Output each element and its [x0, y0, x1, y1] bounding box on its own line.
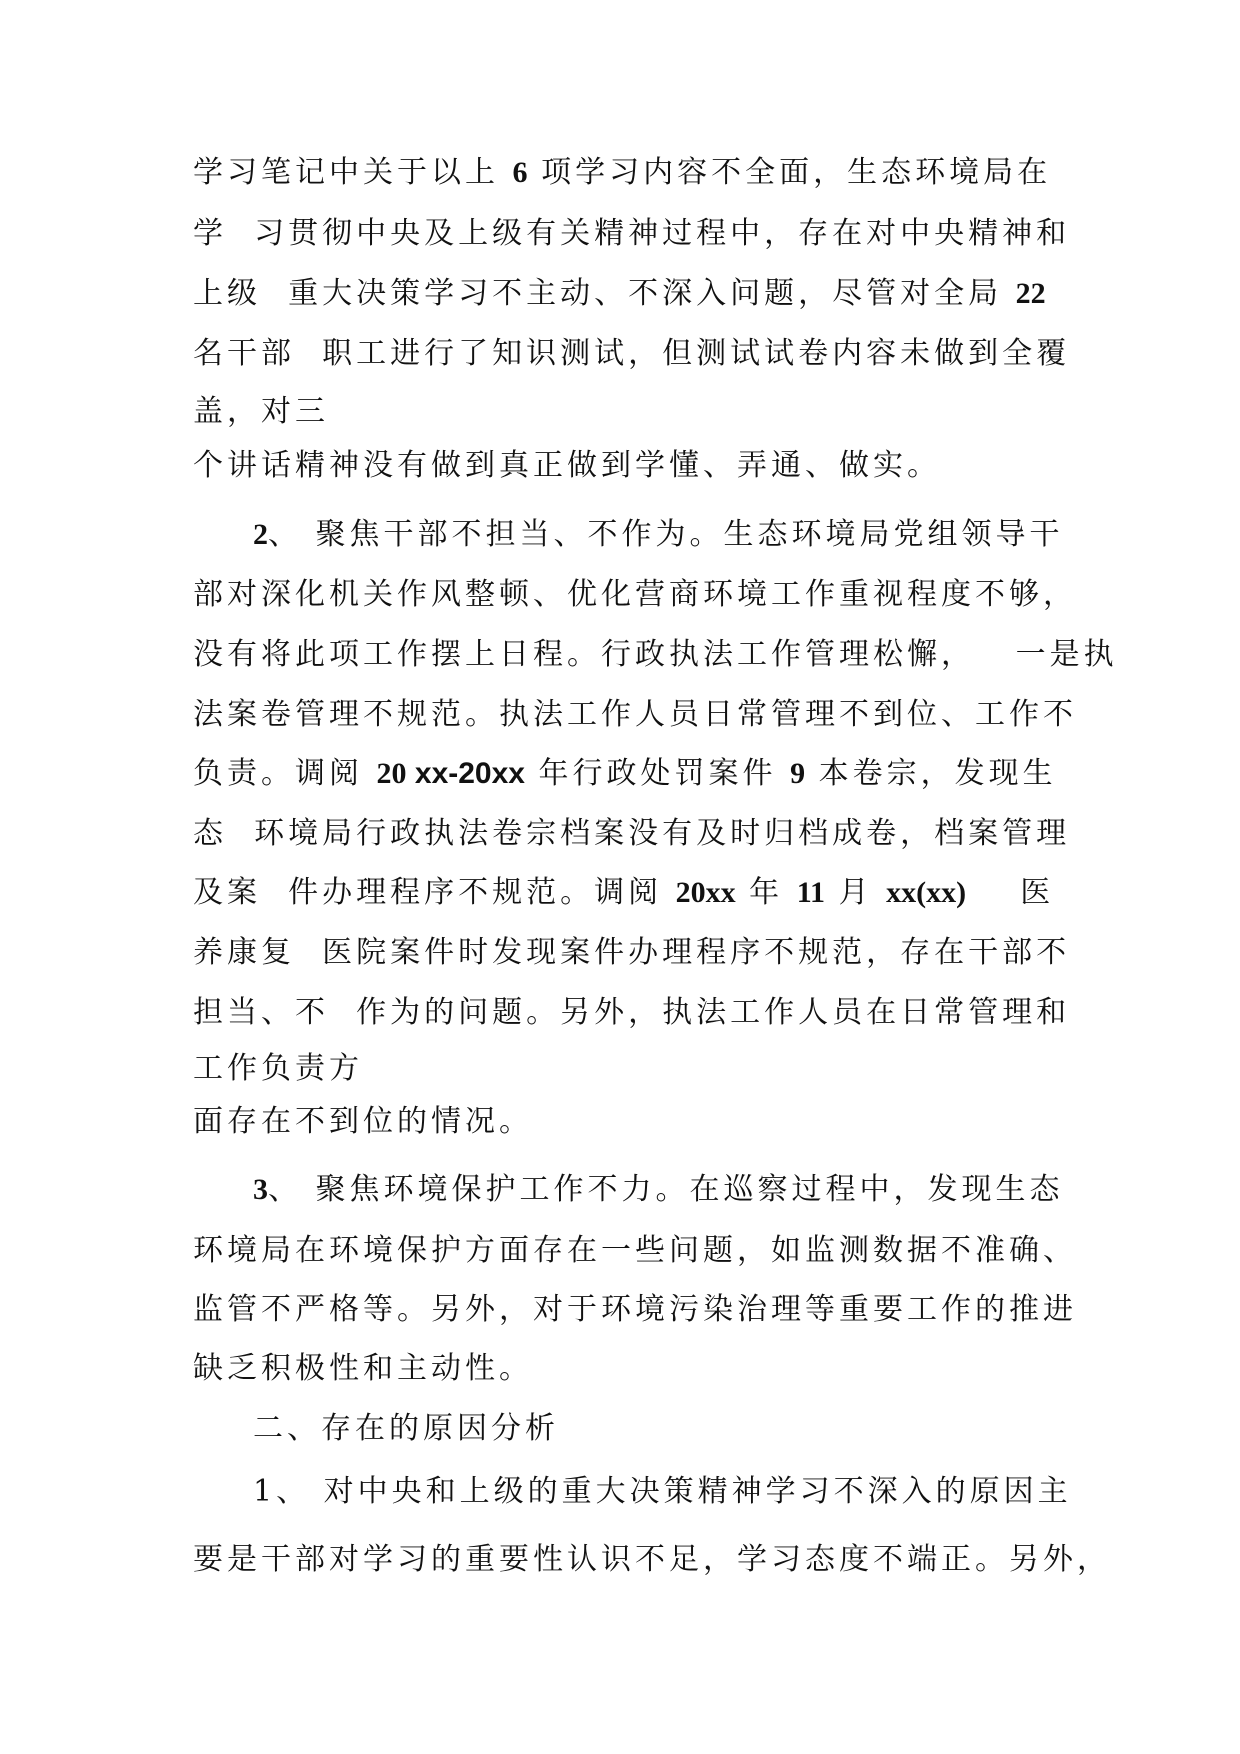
section-heading: 二、存在的原因分析	[253, 1411, 559, 1446]
p2-line-4: 法案卷管理不规范。执法工作人员日常管理不到位、工作不	[193, 697, 1077, 732]
p2-line-1: 2、 聚焦干部不担当、不作为。生态环境局党组领导干	[253, 517, 1064, 552]
p3-line-4: 缺乏积极性和主动性。	[193, 1351, 533, 1386]
p1-line-6: 个讲话精神没有做到真正做到学懂、弄通、做实。	[193, 448, 941, 483]
p2-line-11: 面存在不到位的情况。	[193, 1104, 533, 1139]
p3-line-3: 监管不严格等。另外，对于环境污染治理等重要工作的推进	[193, 1292, 1077, 1327]
p4-line-1: 1、 对中央和上级的重大决策精神学习不深入的原因主	[253, 1474, 1072, 1509]
p3-line-2: 环境局在环境保护方面存在一些问题，如监测数据不准确、	[193, 1233, 1077, 1268]
p1-line-3: 上级 重大决策学习不主动、不深入问题，尽管对全局 22	[193, 276, 1046, 311]
p2-line-5: 负责。调阅 20 xx-20xx 年行政处罚案件 9 本卷宗，发现生	[193, 756, 1057, 791]
p2-line-9: 担当、不 作为的问题。另外，执法工作人员在日常管理和	[193, 995, 1071, 1030]
p1-line-5: 盖，对三	[193, 394, 329, 429]
p3-line-1: 3、 聚焦环境保护工作不力。在巡察过程中，发现生态	[253, 1172, 1064, 1207]
p4-line-2: 要是干部对学习的重要性认识不足，学习态度不端正。另外，	[193, 1542, 1111, 1577]
p2-line-7: 及案 件办理程序不规范。调阅 20xx 年 11 月 xx(xx) 医	[193, 875, 1055, 910]
p2-line-8: 养康复 医院案件时发现案件办理程序不规范，存在干部不	[193, 935, 1071, 970]
p2-line-2: 部对深化机关作风整顿、优化营商环境工作重视程度不够，	[193, 577, 1077, 612]
p1-line-2: 学 习贯彻中央及上级有关精神过程中，存在对中央精神和	[193, 216, 1071, 251]
p2-line-6: 态 环境局行政执法卷宗档案没有及时归档成卷，档案管理	[193, 816, 1071, 851]
p2-line-3: 没有将此项工作摆上日程。行政执法工作管理松懈， 一是执	[193, 637, 1118, 672]
p2-line-10: 工作负责方	[193, 1051, 363, 1086]
p1-line-1: 学习笔记中关于以上 6 项学习内容不全面，生态环境局在	[193, 155, 1052, 190]
p1-line-4: 名干部 职工进行了知识测试，但测试试卷内容未做到全覆	[193, 336, 1071, 371]
